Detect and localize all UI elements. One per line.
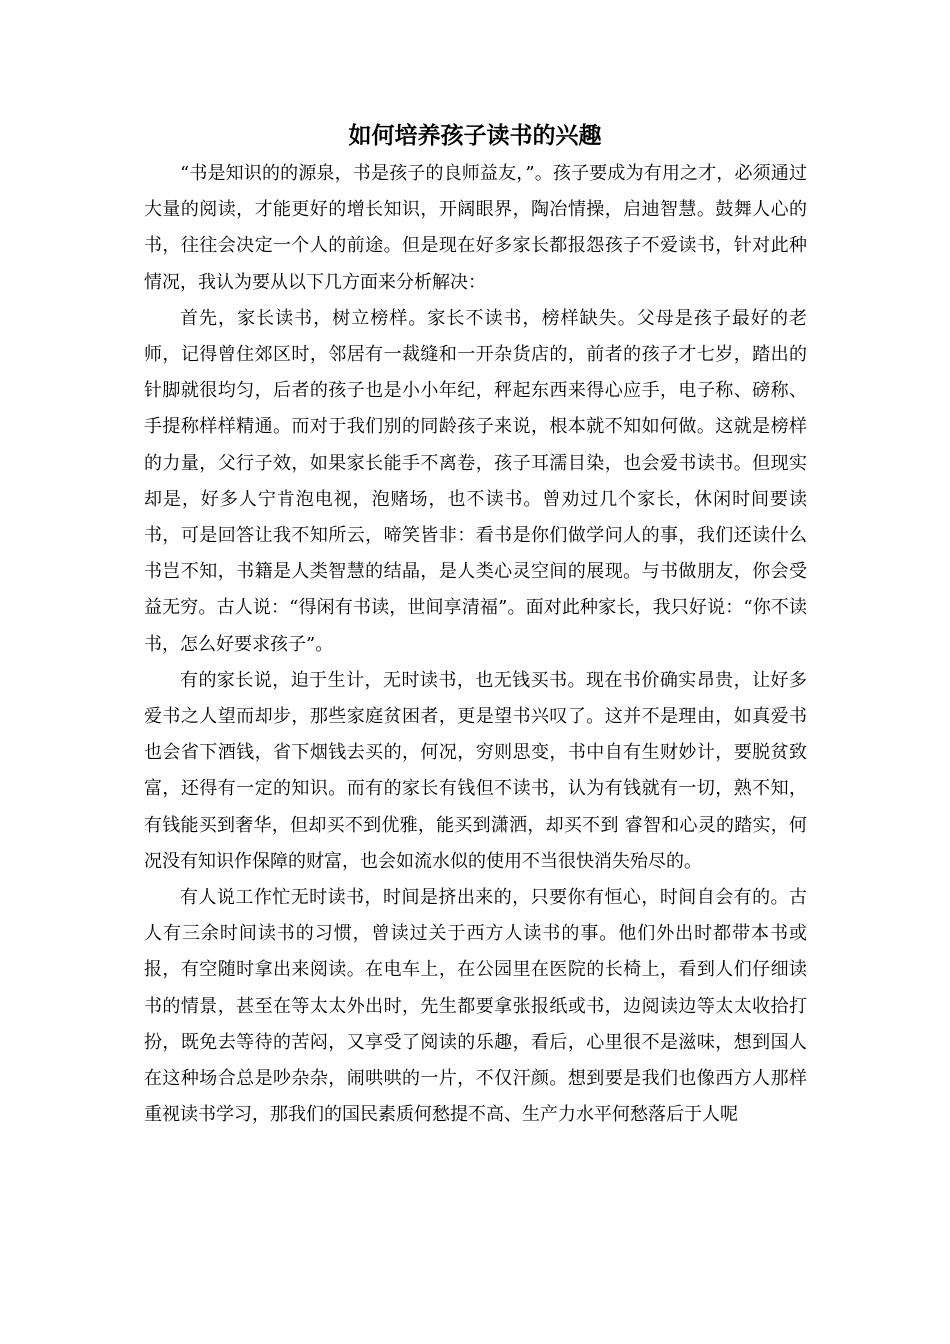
- paragraph-intro: “书是知识的的源泉，书是孩子的良师益友，”。孩子要成为有用之才，必须通过大量的阅读，才能更好的增长知识，开阔眼界，陶冶情操，启迪智慧。鼓舞人心的书，往往会决定一个人的前途。但是现在好多家长都报怨孩子不爱读书，针对此种情况，我认为要从以下几方面来分析解决：: [144, 163, 807, 293]
- paragraph-money: 有的家长说，迫于生计，无时读书，也无钱买书。现在书价确实昂贵，让好多爱书之人望而却步，那些家庭贫困者，更是望书兴叹了。这并不是理由，如真爱书也会省下酒钱，省下烟钱去买的，何况，穷则思变，书中自有生财妙计，要脱贫致富，还得有一定的知识。而有的家长有钱但不读书，认为有钱就有一切，熟不知，有钱能买到奢华，但却买不到优雅，能买到潇洒，却买不到 睿智和心灵的踏实，何况没有知识作保障的财富，也会如流水似的使用不当很快消失殆尽的。: [144, 669, 807, 872]
- document-title: 如何培养孩子读书的兴趣: [348, 122, 602, 149]
- paragraph-time: 有人说工作忙无时读书，时间是挤出来的，只要你有恒心，时间自会有的。古人有三余时间读书的习惯，曾读过关于西方人读书的事。他们外出时都带本书或报，有空随时拿出来阅读。在电车上，在公园里在医院的长椅上，看到人们仔细读书的情景，甚至在等太太外出时，先生都要拿张报纸或书，边阅读边等太太收拾打扮，既免去等待的苦闷，又享受了阅读的乐趣，看后，心里很不是滋味，想到国人在这种场合总是吵杂杂，闹哄哄的一片，不仅汗颜。想到要是我们也像西方人那样重视读书学习，那我们的国民素质何愁提不高、生产力水平何愁落后于人呢: [144, 887, 807, 1126]
- paragraph-parents-example: 首先，家长读书，树立榜样。家长不读书，榜样缺失。父母是孩子最好的老师，记得曾住郊区时，邻居有一裁缝和一开杂货店的，前者的孩子才七岁，踏出的针脚就很均匀，后者的孩子也是小小年纪，秤起东西来得心应手，电子称、磅称、手提称样样精通。而对于我们别的同龄孩子来说，根本就不知如何做。这就是榜样的力量，父行子效，如果家长能手不离卷，孩子耳濡目染，也会爱书读书。但现实却是，好多人宁肯泡电视，泡赌场，也不读书。曾劝过几个家长，休闲时间要读书，可是回答让我不知所云，啼笑皆非：看书是你们做学问人的事，我们还读什么书岂不知，书籍是人类智慧的结晶，是人类心灵空间的展现。与书做朋友，你会受益无穷。古人说：“得闲有书读，世间享清福”。面对此种家长，我只好说：“你不读书，怎么好要求孩子”。: [144, 307, 807, 655]
- document-body: [144, 156, 807, 1133]
